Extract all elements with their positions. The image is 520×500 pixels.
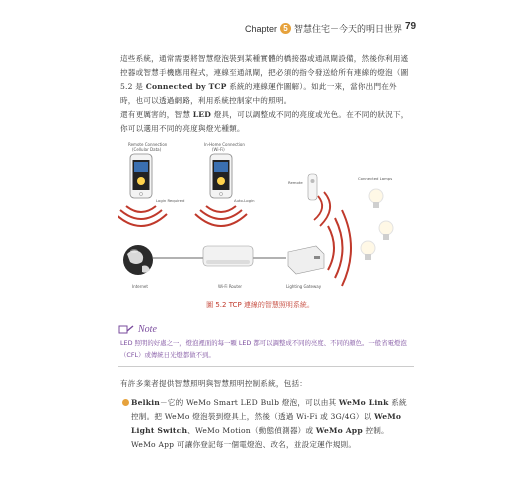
label-lighting-gateway: Lighting Gateway (286, 284, 322, 289)
bullet-bold-3: WeMo App (315, 426, 363, 435)
figure-caption-text: TCP 連線的智慧照明系統。 (228, 301, 314, 309)
bullet-marker (122, 399, 129, 406)
label-login-required: Login Required (156, 198, 185, 203)
label-remote-connection: Remote Connection (128, 142, 168, 147)
bulb-icon-3 (361, 241, 375, 260)
paragraph-2-text-b: 燈具，可以調整成不同的亮度或光色。在不同的狀況下，你可以選用不同的亮度與燈光種類。 (120, 110, 409, 133)
paragraph-2-text-a: 還有更厲害的，智慧 (120, 110, 193, 119)
figure-tcp-lighting-diagram (118, 136, 418, 296)
label-cellular-data: (Cellular Data) (132, 147, 162, 152)
signal-waves-gateway (328, 210, 351, 286)
label-internet: Internet (132, 284, 148, 289)
signal-waves-phone-1 (118, 206, 167, 226)
bullet-bold-1: WeMo Link (338, 398, 389, 407)
label-remote: Remote (288, 180, 303, 185)
bullet-item-belkin (131, 396, 411, 452)
chapter-label: Chapter (244, 23, 277, 34)
figure-caption (0, 300, 520, 310)
smartphone-remote-icon (130, 154, 152, 198)
bullet-bold-2: WeMo Light Switch (131, 412, 402, 435)
bullet-text-c: 、WeMo Motion（動態偵測器）或 (187, 426, 316, 435)
note-title: Note (138, 324, 157, 335)
remote-control-icon (308, 174, 317, 200)
label-wifi-paren: (Wi-Fi) (212, 147, 225, 152)
chapter-title: 智慧住宅－今天的明日世界 (293, 25, 402, 35)
smartphone-in-home-icon (210, 154, 232, 198)
paragraph-2 (120, 108, 410, 136)
bullet-text-d: 控制。WeMo App 可讓你登記每一個電燈泡、改名，並設定運作規則。 (131, 426, 389, 449)
bullet-text-b: 系統控制。把 WeMo 燈泡裝到燈具上，然後（透過 Wi-Fi 或 3G/4G）以 (131, 398, 407, 421)
label-connected-lamps: Connected Lamps (358, 176, 393, 181)
label-wifi-router: Wi-Fi Router (218, 284, 243, 289)
paragraph-3: 有許多業者提供智慧照明與智慧照明控制系統，包括： (120, 379, 308, 388)
paragraph-1-text-a: 這些系統，通常需要將智慧燈泡裝到某種實體的橋接器或通訊閘設備，然後你利用遙控器或智慧手機應用程式，連線至通訊閘，把必須的指令發送給所有連線的燈泡（圖 5.2 是 (120, 54, 409, 91)
bulb-icon-1 (369, 189, 383, 208)
note-heading (118, 324, 157, 335)
note-divider (118, 366, 414, 367)
wifi-router-icon (203, 246, 253, 266)
paragraph-1-text-b: 系統的連線運作圖解）。如此一來，當你出門在外時，也可以透過網路，利用系統控制家中的照明。 (120, 82, 397, 105)
pencil-note-icon (118, 325, 134, 334)
running-header (245, 22, 402, 35)
label-in-home-connection: In-Home Connection (204, 142, 245, 147)
paragraph-1 (120, 52, 410, 108)
paragraph-1-bold: Connected by TCP (145, 82, 227, 91)
page-number: 79 (405, 21, 417, 32)
bullet-text-a: －它的 WeMo Smart LED Bulb 燈泡，可以由其 (160, 398, 339, 407)
bullet-brand: Belkin (131, 398, 161, 407)
label-auto-login: Auto-Login (234, 198, 255, 203)
internet-globe-icon (123, 245, 153, 275)
figure-caption-number: 圖 5.2 (206, 301, 227, 309)
lighting-gateway-icon (288, 246, 324, 274)
chapter-number-badge: 5 (280, 23, 291, 34)
note-body: LED 照明的好處之一，燈泡裡面的每一顆 LED 都可以調整成不同的亮度、不同的顏色。一般省電燈泡（CFL）或傳統日光燈都做不到。 (120, 339, 407, 359)
paragraph-2-bold: LED (192, 110, 212, 119)
signal-waves-phone-2 (195, 206, 247, 226)
bulb-icon-2 (379, 221, 393, 240)
